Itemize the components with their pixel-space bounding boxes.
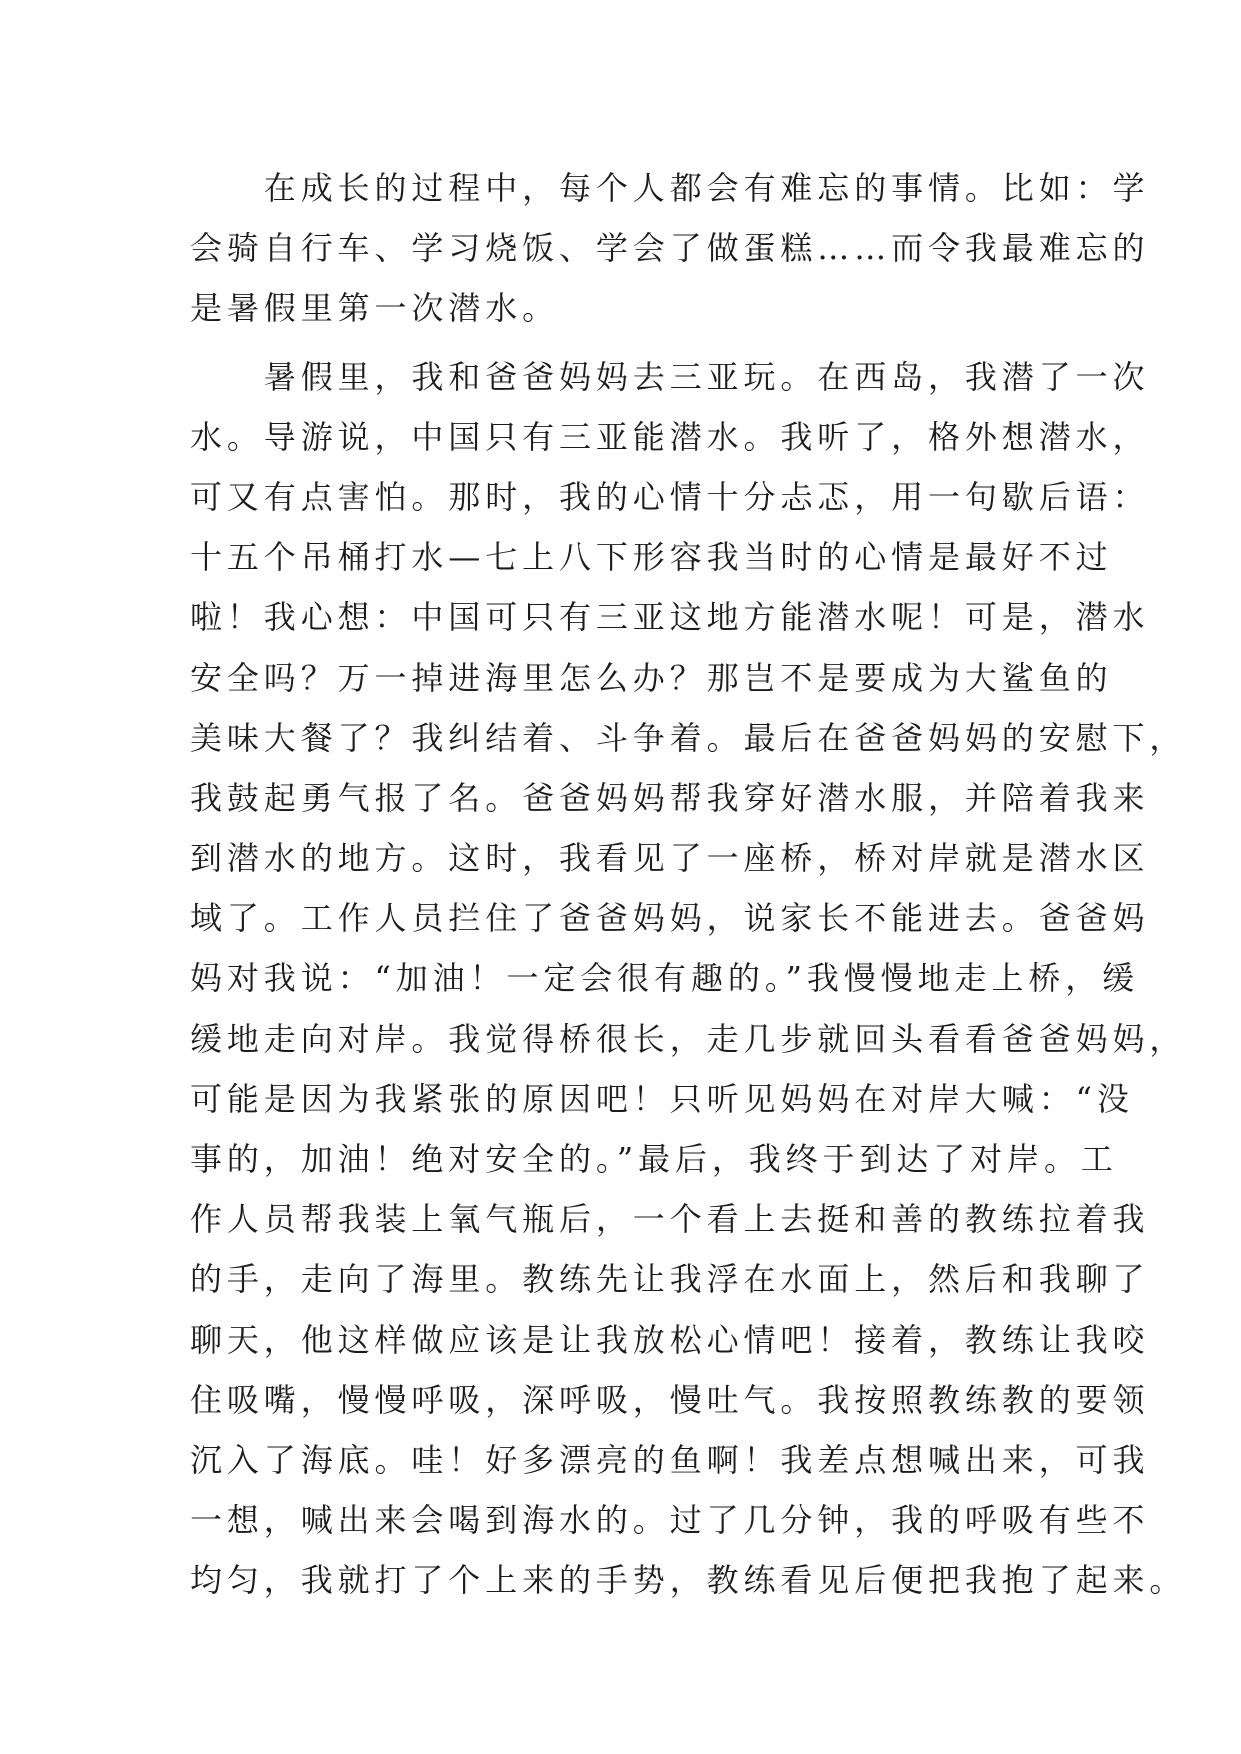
paragraph-spacing — [190, 339, 1050, 347]
text-line: 在成长的过程中，每个人都会有难忘的事情。比如：学 — [190, 169, 1150, 207]
text-line: 域了。工作人员拦住了爸爸妈妈，说家长不能进去。爸爸妈 — [190, 899, 1150, 938]
text-line: 我鼓起勇气报了名。爸爸妈妈帮我穿好潜水服，并陪着我来 — [190, 778, 1150, 817]
text-line: 可能是因为我紧张的原因吧！只听见妈妈在对岸大喊：“没 — [190, 1079, 1134, 1118]
document-body — [190, 158, 1187, 1611]
text-line: 聊天，他这样做应该是让我放松心情吧！接着，教练让我咬 — [190, 1320, 1150, 1359]
text-line: 到潜水的地方。这时，我看见了一座桥，桥对岸就是潜水区 — [190, 839, 1150, 878]
text-line: 啦！我心想：中国可只有三亚这地方能潜水呢！可是，潜水 — [190, 598, 1150, 637]
text-line: 一想，喊出来会喝到海水的。过了几分钟，我的呼吸有些不 — [190, 1501, 1150, 1540]
text-line: 十五个吊桶打水—七上八下形容我当时的心情是最好不过 — [190, 538, 1113, 577]
text-line: 沉入了海底。哇！好多漂亮的鱼啊！我差点想喊出来，可我 — [190, 1440, 1150, 1479]
text-line: 事的，加油！绝对安全的。”最后，我终于到达了对岸。工 — [190, 1140, 1118, 1178]
text-line: 妈对我说：“加油！一定会很有趣的。”我慢慢地走上桥，缓 — [190, 959, 1140, 998]
text-line: 安全吗？万一掉进海里怎么办？那岂不是要成为大鲨鱼的 — [190, 658, 1113, 697]
text-line: 缓地走向对岸。我觉得桥很长，走几步就回头看看爸爸妈妈， — [190, 1019, 1187, 1058]
text-line: 作人员帮我装上氧气瓶后，一个看上去挺和善的教练拉着我 — [190, 1200, 1150, 1239]
text-line: 是暑假里第一次潜水。 — [190, 289, 560, 328]
text-line: 住吸嘴，慢慢呼吸，深呼吸，慢吐气。我按照教练教的要领 — [190, 1380, 1150, 1419]
text-line: 可又有点害怕。那时，我的心情十分忐忑，用一句歇后语： — [190, 477, 1150, 516]
paragraph-2 — [190, 347, 1187, 1611]
text-line: 暑假里，我和爸爸妈妈去三亚玩。在西岛，我潜了一次 — [190, 357, 1150, 396]
text-line: 均匀，我就打了个上来的手势，教练看见后便把我抱了起来。 — [190, 1561, 1187, 1600]
text-line: 的手，走向了海里。教练先让我浮在水面上，然后和我聊了 — [190, 1260, 1150, 1299]
text-line: 美味大餐了？我纠结着、斗争着。最后在爸爸妈妈的安慰下， — [190, 718, 1187, 757]
text-line: 会骑自行车、学习烧饭、学会了做蛋糕……而令我最难忘的 — [190, 229, 1150, 268]
paragraph-1 — [190, 158, 1150, 339]
text-line: 水。导游说，中国只有三亚能潜水。我听了，格外想潜水， — [190, 417, 1150, 456]
